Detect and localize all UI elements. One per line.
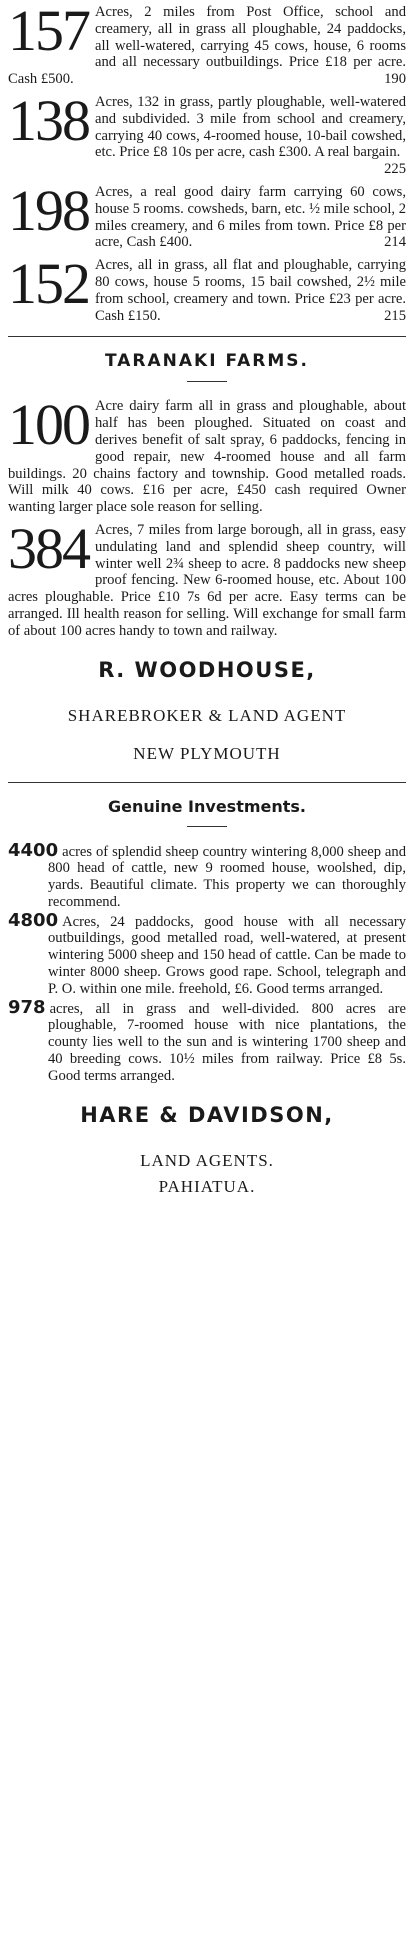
- listing-ref: 214: [384, 234, 406, 251]
- investment-4400: [8, 839, 406, 911]
- listing-198: [8, 177, 406, 251]
- listings-top: [8, 0, 406, 324]
- listing-ref: 225: [384, 161, 406, 178]
- listing-number: 198: [8, 177, 89, 243]
- investment-978: [8, 996, 406, 1085]
- listing-138: [8, 87, 406, 178]
- listing-157: [8, 0, 406, 88]
- divider: [8, 336, 406, 337]
- short-rule: [187, 826, 227, 827]
- listing-152: [8, 251, 406, 324]
- agent-name: R. WOODHOUSE,: [98, 657, 316, 682]
- agent-town: PAHIATUA.: [158, 1176, 256, 1196]
- listing-text: Acres, a real good dairy farm carrying 60 cows, house 5 rooms. cowsheds, barn, etc. ½ mile school, 2 miles creamery, and 6 miles from town. Price £8 per acre, Cash £400.: [95, 183, 406, 251]
- short-rule: [187, 381, 227, 382]
- listing-ref: 190: [384, 71, 406, 88]
- investment-number: 4400: [8, 839, 59, 861]
- divider: [8, 782, 406, 783]
- listing-number: 138: [8, 87, 89, 153]
- section-heading-investments: Genuine Investments.: [107, 796, 307, 816]
- agent-title: LAND AGENTS.: [140, 1150, 274, 1170]
- listing-text: Acre dairy farm all in grass and ploughable, about half has been ploughed. Situated on coast and derives benefit of salt spray, 6 paddocks, fencing in good repair, new 4-roomed house and all farm buildings. 20 chains factory and township. Good metalled roads. Will milk 40 cows. £16 per acre, £450 cash required Owner wanting larger place sole reason for selling.: [8, 398, 406, 516]
- listing-number: 152: [8, 251, 89, 317]
- investment-text: acres, all in grass and well-divided. 800 acres are ploughable, 7-roomed house with nice plantations, the county lies well to the sun and is wintering 1700 sheep and 40 breeding cows. 10½ miles from railway. Price £8 5s. Good terms arranged.: [48, 1000, 406, 1084]
- listing-number: 157: [8, 0, 89, 63]
- investment-4800: [8, 909, 406, 998]
- agent-town: NEW PLYMOUTH: [133, 743, 281, 763]
- listing-number: 100: [8, 392, 89, 458]
- agent-title: SHAREBROKER & LAND AGENT: [67, 705, 347, 725]
- listing-ref: 215: [384, 307, 406, 324]
- agent-name: HARE & DAVIDSON,: [80, 1102, 334, 1127]
- listings-taranaki: [8, 392, 406, 639]
- listing-384: [8, 515, 406, 640]
- investment-number: 4800: [8, 909, 59, 931]
- listing-text: Acres, 132 in grass, partly ploughable, well-watered and subdivided. 3 mile from school and creamery, carrying 40 cows, 4-roomed house, 10-bail cowshed, etc. Price £8 10s per acre, cash £300. A real bargain.: [95, 93, 406, 161]
- investment-text: Acres, 24 paddocks, good house with all necessary outbuildings, good metalled road, well-watered, at present wintering 5000 sheep and 150 head of cattle. Can be made to winter 8000 sheep. Grows good rape. School, telegraph and P. O. within one mile. freehold, £6. Good terms arranged.: [48, 913, 406, 997]
- investment-text: acres of splendid sheep country wintering 8,000 sheep and 800 head of cattle, new 9 roomed house, woolshed, dip, yards. Beautiful climate. This property we can thoroughly recommend.: [48, 843, 406, 910]
- section-heading-taranaki: TARANAKI FARMS.: [104, 351, 309, 372]
- investments-list: [8, 839, 406, 1085]
- investment-number: 978: [8, 996, 46, 1018]
- listing-100: [8, 392, 406, 516]
- listing-number: 384: [8, 515, 89, 581]
- listing-text: Acres, all in grass, all flat and ploughable, carrying 80 cows, house 5 rooms, 15 bail cowshed, 2½ mile from school, creamery and town. Price £23 per acre. Cash £150.: [95, 257, 406, 324]
- listing-text: Acres, 7 miles from large borough, all in grass, easy undulating land and splendid sheep country, will winter well 2¾ sheep to acre. 8 paddocks new sheep proof fencing. New 6-roomed house, etc. About 100 acres ploughable. Price £10 7s 6d per acre. Easy terms can be arranged. Ill health reason for selling. Will exchange for small farm of about 100 acres handy to town and railway.: [8, 521, 406, 639]
- listing-text: Acres, 2 miles from Post Office, school and creamery, all in grass all ploughable, 24 paddocks, all well-watered, carrying 45 cows, house, 6 rooms and all necessary outbuildings. Price £18 per acre. Cash £500.: [8, 4, 406, 88]
